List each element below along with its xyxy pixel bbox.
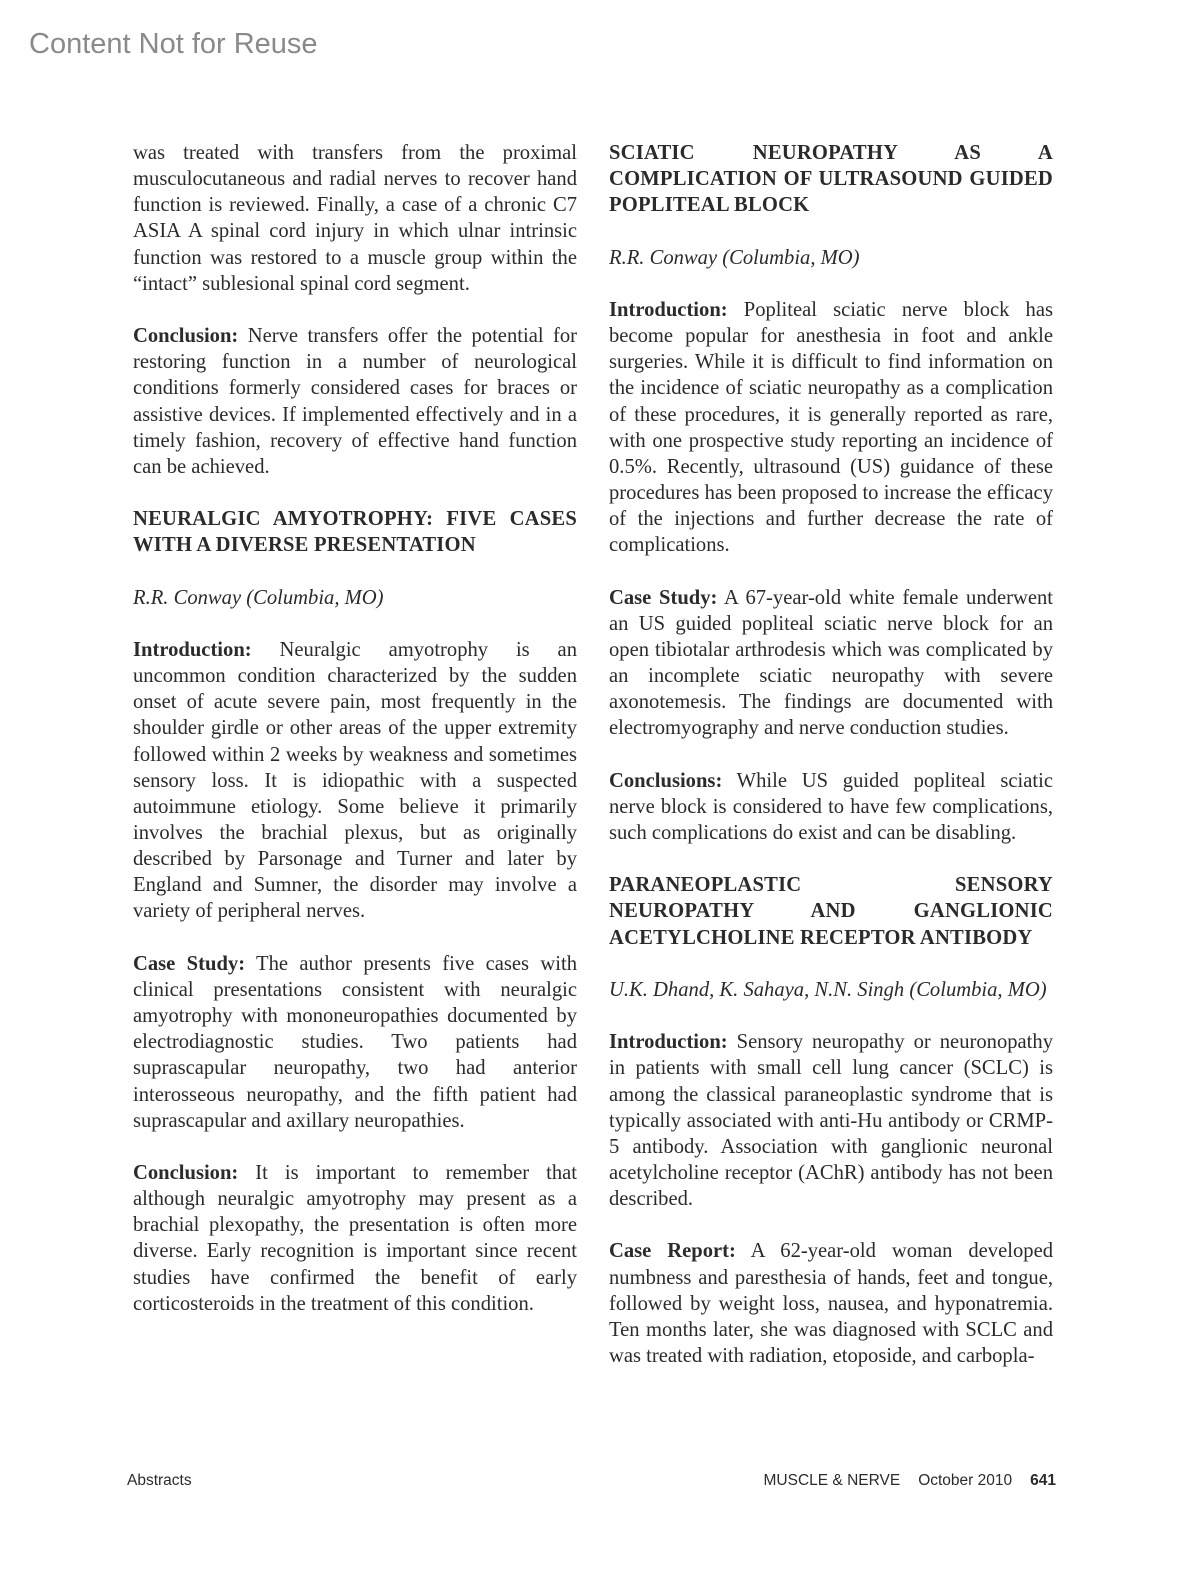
introduction-label: Introduction: — [609, 1031, 728, 1054]
case-study-text: A 67-year-old white female underwent an US guided popliteal sciatic nerve block for an open tibiotalar arthrodesis which was complicated by an incomplete sciatic neuropathy with severe axonotemesis. The findings are documented with electromyography and nerve conduction studies. — [609, 586, 1053, 740]
introduction-text: Popliteal sciatic nerve block has become popular for anesthesia in foot and ankle surgeries. While it is difficult to find information on the incidence of sciatic neuropathy as a complication of these procedures, it is generally reported as rare, with one prospective study reporting an incidence of 0.5%. Recently, ultrasound (US) guidance of these procedures has been proposed to increase the efficacy of the injections and further decrease the rate of complications. — [609, 298, 1053, 557]
conclusions-paragraph — [609, 768, 1053, 846]
introduction-paragraph — [609, 297, 1053, 559]
footer-journal-info — [764, 1472, 1056, 1490]
introduction-label: Introduction: — [133, 638, 252, 661]
case-study-label: Case Study: — [609, 586, 718, 609]
continued-paragraph: was treated with transfers from the proximal musculocutaneous and radial nerves to recover hand function is reviewed. Finally, a case of a chronic C7 ASIA A spinal cord injury in which ulnar intrinsic function was restored to a muscle group within the “intact” sublesional spinal cord segment. — [133, 142, 577, 295]
case-report-paragraph — [609, 1238, 1053, 1369]
conclusion-label: Conclusion: — [133, 325, 239, 348]
conclusion-paragraph — [133, 323, 577, 480]
case-study-label: Case Study: — [133, 952, 246, 975]
case-report-text: A 62-year-old woman developed numbness and paresthesia of hands, feet and tongue, followed by weight loss, nausea, and hyponatremia. Ten months later, she was diagnosed with SCLC and was treated with radiation, etoposide, and carbopla- — [609, 1240, 1054, 1368]
introduction-paragraph — [609, 1029, 1053, 1212]
case-study-paragraph — [609, 585, 1053, 742]
case-study-text: The author presents five cases with clinical presentations consistent with neuralgic amyotrophy with mononeuropathies documented by electrodiagnostic studies. Two patients had suprascapular neuropathy, two had anterior interosseous neuropathy, and the fifth patient had suprascapular and axillary neuropathies. — [133, 952, 577, 1132]
abstract-title: PARANEOPLASTIC SENSORY NEUROPATHY AND GANGLIONIC ACETYLCHOLINE RECEPTOR ANTIBODY — [609, 874, 1053, 949]
footer-journal: MUSCLE & NERVE — [763, 1472, 901, 1489]
conclusions-label: Conclusions: — [609, 769, 723, 792]
introduction-paragraph — [133, 637, 577, 925]
left-column — [133, 140, 577, 1317]
footer-date: October 2010 — [918, 1472, 1013, 1489]
abstract-authors: R.R. Conway (Columbia, MO) — [609, 246, 860, 269]
conclusion-text: It is important to remember that although neuralgic amyotrophy may present as a brachial plexopathy, the presentation is often more diverse. Early recognition is important since recent studies have confirmed the benefit of early corticosteroids in the treatment of this condition. — [133, 1162, 577, 1315]
watermark: Content Not for Reuse — [29, 28, 318, 60]
conclusion-text: Nerve transfers offer the potential for restoring function in a number of neurological conditions formerly considered cases for braces or assistive devices. If implemented effectively and in a timely fashion, recovery of effective hand function can be achieved. — [133, 325, 577, 478]
case-study-paragraph — [133, 951, 577, 1134]
footer-section-label: Abstracts — [127, 1472, 192, 1489]
abstract-authors: R.R. Conway (Columbia, MO) — [133, 586, 384, 609]
abstract-authors: U.K. Dhand, K. Sahaya, N.N. Singh (Columbia, MO) — [609, 978, 1047, 1001]
conclusions-text: While US guided popliteal sciatic nerve block is considered to have few complications, such complications do exist and can be disabling. — [609, 769, 1053, 844]
conclusion-paragraph — [133, 1160, 577, 1317]
abstract-title: NEURALGIC AMYOTROPHY: FIVE CASES WITH A DIVERSE PRESENTATION — [133, 508, 577, 557]
case-report-label: Case Report: — [609, 1240, 736, 1263]
right-column — [609, 140, 1053, 1369]
abstract-title: SCIATIC NEUROPATHY AS A COMPLICATION OF ULTRASOUND GUIDED POPLITEAL BLOCK — [609, 142, 1053, 217]
page-number: 641 — [1030, 1472, 1056, 1489]
introduction-text: Neuralgic amyotrophy is an uncommon condition characterized by the sudden onset of acute severe pain, most frequently in the shoulder girdle or other areas of the upper extremity followed within 2 weeks by weakness and sometimes sensory loss. It is idiopathic with a suspected autoimmune etiology. Some believe it primarily involves the brachial plexus, but as originally described by Parsonage and Turner and later by England and Sumner, the disorder may involve a variety of peripheral nerves. — [133, 638, 577, 923]
conclusion-label: Conclusion: — [133, 1162, 239, 1184]
introduction-text: Sensory neuropathy or neuronopathy in patients with small cell lung cancer (SCLC) is among the classical paraneoplastic syndrome that is typically associated with anti-Hu antibody or CRMP-5 antibody. Association with ganglionic neuronal acetylcholine receptor (AChR) antibody has not been described. — [609, 1031, 1053, 1211]
introduction-label: Introduction: — [609, 298, 728, 321]
